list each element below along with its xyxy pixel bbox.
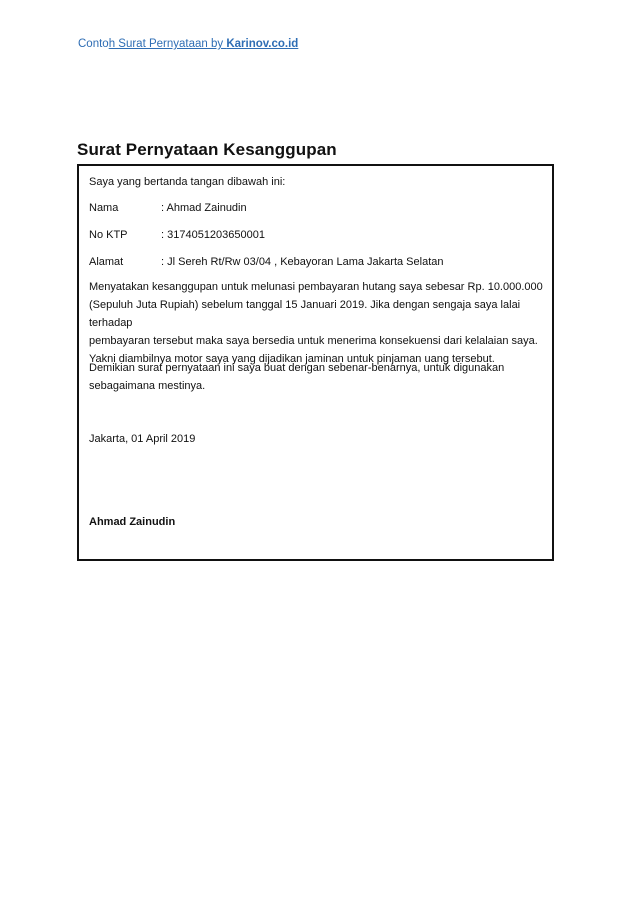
field-row-alamat (89, 256, 444, 268)
closing-paragraph (89, 359, 544, 395)
field-label-alamat: Alamat (89, 256, 124, 268)
signatory-name: Ahmad Zainudin (89, 516, 176, 528)
header-source-line (78, 38, 298, 50)
letter-box (77, 164, 554, 561)
header-brand-link[interactable]: Karinov.co.id (226, 38, 299, 50)
closing-line: sebagaimana mestinya. (89, 380, 206, 392)
field-value-nama: : Ahmad Zainudin (161, 202, 247, 214)
field-label-no-ktp: No KTP (89, 229, 128, 241)
statement-line: Yakni diambilnya motor saya yang dijadikan jaminan untuk pinjaman uang tersebut. (89, 353, 495, 365)
field-row-no-ktp (89, 229, 265, 241)
header-link-text[interactable]: h Surat Pernyataan by (108, 38, 227, 50)
statement-line: pembayaran tersebut maka saya bersedia untuk menerima konsekuensi dari kelalaian saya. (89, 335, 538, 347)
closing-line: Demikian surat pernyataan ini saya buat dengan sebenar-benarnya, untuk digunakan (89, 362, 505, 374)
place-date: Jakarta, 01 April 2019 (89, 433, 196, 445)
statement-line: Menyatakan kesanggupan untuk melunasi pembayaran hutang saya sebesar Rp. 10.000.000 (89, 281, 543, 293)
statement-paragraph (89, 278, 544, 368)
field-value-no-ktp: : 3174051203650001 (161, 229, 265, 241)
document-title: Surat Pernyataan Kesanggupan (77, 140, 337, 159)
statement-line: (Sepuluh Juta Rupiah) sebelum tanggal 15 Januari 2019. Jika dengan sengaja saya lalai terhadap (89, 299, 521, 329)
field-value-alamat: : Jl Sereh Rt/Rw 03/04 , Kebayoran Lama Jakarta Selatan (161, 256, 444, 268)
header-prefix: Conto (78, 38, 109, 50)
field-label-nama: Nama (89, 202, 119, 214)
intro-text: Saya yang bertanda tangan dibawah ini: (89, 176, 286, 188)
field-row-nama (89, 202, 247, 214)
